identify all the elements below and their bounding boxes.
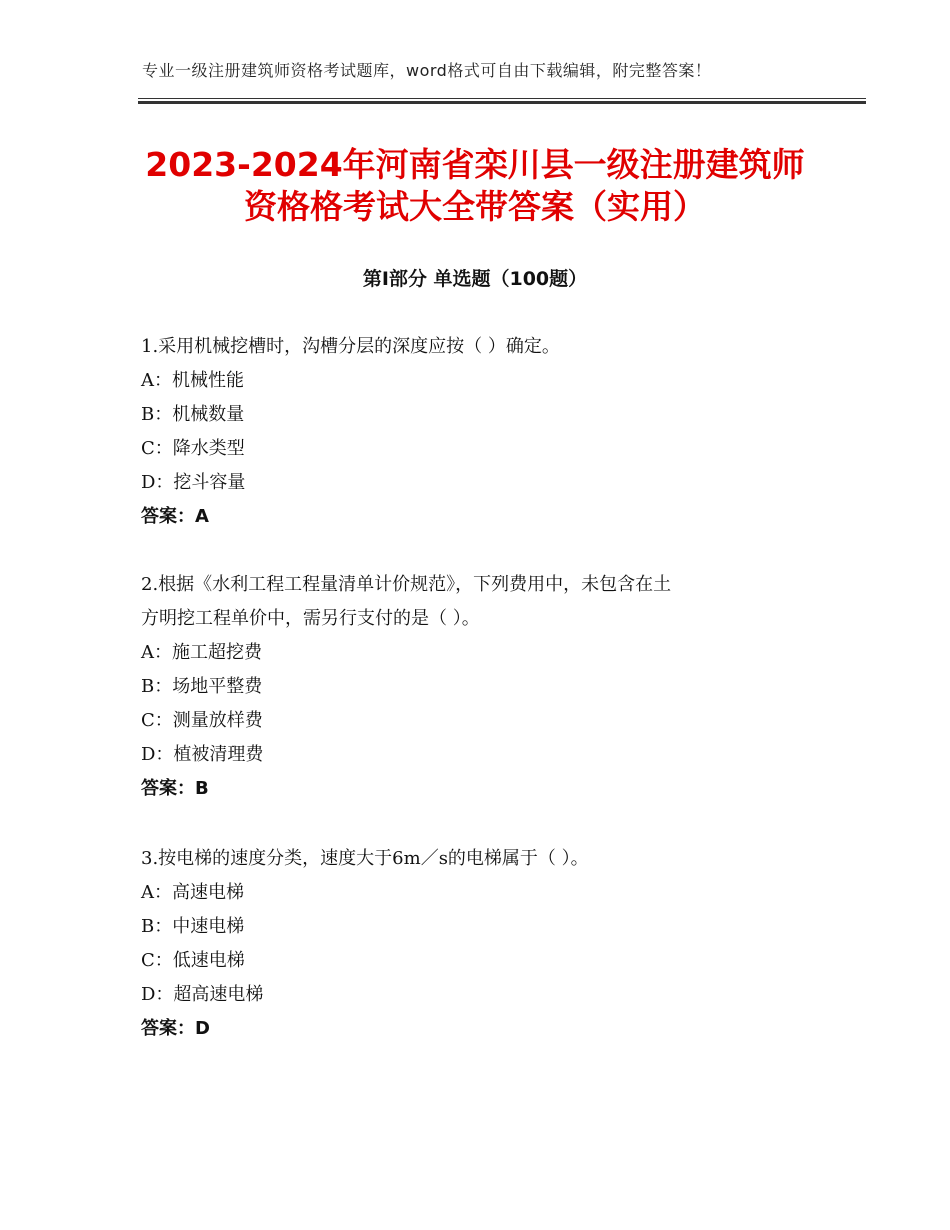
question-stem-line-1: 2.根据《水利工程工程量清单计价规范》，下列费用中，未包含在土 [141,574,672,595]
option-a: A：施工超挖费 [141,642,262,663]
option-b: B：机械数量 [141,404,245,425]
option-d: D：挖斗容量 [141,472,246,493]
option-c: C：降水类型 [141,438,245,459]
answer: 答案：D [141,1018,210,1039]
question-1 [141,330,821,534]
document-title-line-2: 资格格考试大全带答案（实用） [244,187,706,226]
question-stem-line-2: 方明挖工程单价中，需另行支付的是（ ）。 [141,608,480,629]
document-title-line-1: 2023-2024年河南省栾川县一级注册建筑师 [145,145,805,184]
option-d: D：植被清理费 [141,744,264,765]
option-b: B：中速电梯 [141,916,245,937]
header-divider-thick [138,101,866,104]
option-b: B：场地平整费 [141,676,263,697]
header-divider-thin [138,98,866,99]
option-c: C：低速电梯 [141,950,245,971]
answer: 答案：A [141,506,209,527]
question-3 [141,842,821,1046]
option-a: A：高速电梯 [141,882,244,903]
option-a: A：机械性能 [141,370,244,391]
option-c: C：测量放样费 [141,710,263,731]
header-note: 专业一级注册建筑师资格考试题库，word格式可自由下载编辑，附完整答案！ [142,61,712,80]
answer: 答案：B [141,778,209,799]
option-d: D：超高速电梯 [141,984,264,1005]
question-2 [141,568,821,806]
section-title: 第Ⅰ部分 单选题（100题） [362,268,588,290]
question-stem: 1.采用机械挖槽时，沟槽分层的深度应按（ ）确定。 [141,336,560,357]
question-stem: 3.按电梯的速度分类，速度大于6m／s的电梯属于（ ）。 [141,848,589,869]
